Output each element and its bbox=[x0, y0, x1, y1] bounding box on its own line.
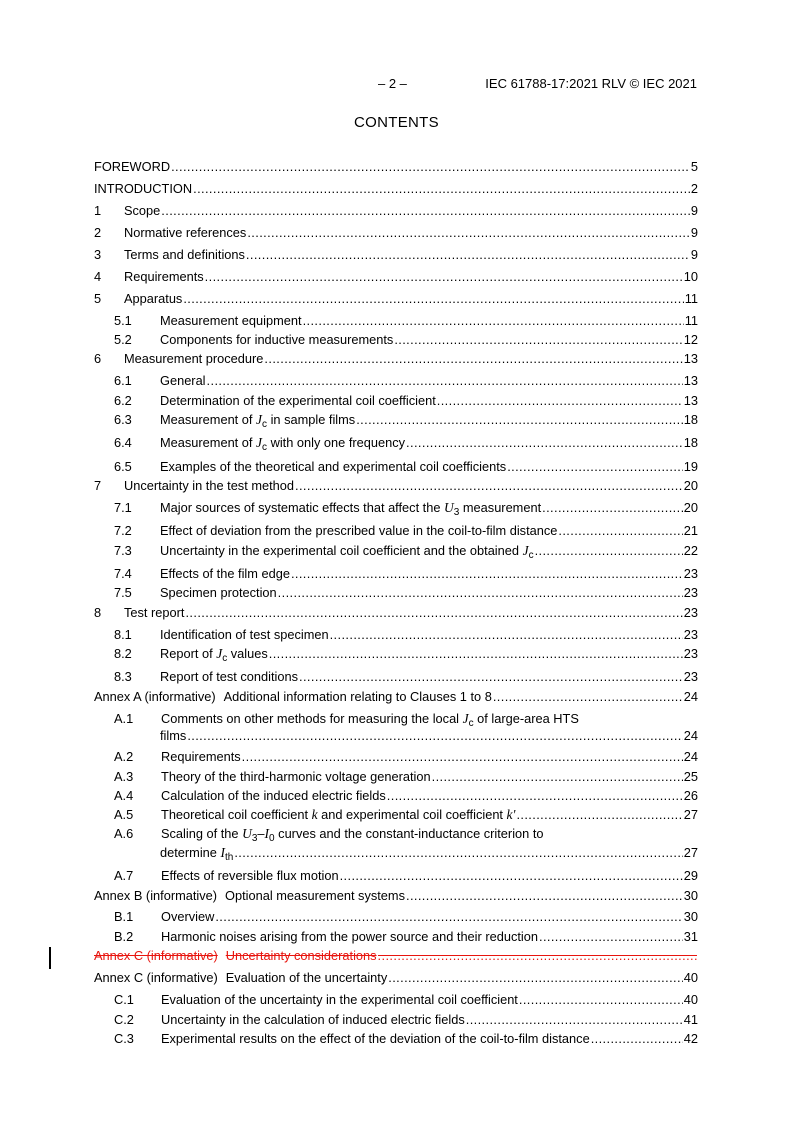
toc-entry-a-6[interactable]: A.6 Scaling of the $U_3-I_0$ curves and the constant-inductance criterion to determine $I_{th}$ ..... 27 bbox=[94, 826, 698, 861]
toc-entry-8[interactable]: 8 Test report ..... 23 bbox=[94, 605, 698, 620]
toc-entry-6-2[interactable]: 6.2 Determination of the experimental coil coefficient ..... 13 bbox=[94, 393, 698, 408]
toc-entry-7[interactable]: 7 Uncertainty in the test method ..... 20 bbox=[94, 478, 698, 493]
toc-entry-annex-c[interactable]: Annex C (informative) Evaluation of the uncertainty ..... 40 bbox=[94, 970, 698, 985]
toc-entry-7-3[interactable]: 7.3 Uncertainty in the experimental coil coefficient and the obtained $J_c$ ..... 22 bbox=[94, 543, 698, 559]
toc-entry-annex-c-deleted[interactable]: Annex C (informative) Uncertainty considerations ..... bbox=[94, 948, 698, 963]
toc-entry-a-3[interactable]: A.3 Theory of the third-harmonic voltage generation ..... 25 bbox=[94, 769, 698, 784]
toc-entry-5[interactable]: 5 Apparatus ..... 11 bbox=[94, 291, 698, 306]
change-bar bbox=[49, 947, 51, 969]
toc-entry-7-4[interactable]: 7.4 Effects of the film edge ..... 23 bbox=[94, 566, 698, 581]
toc-entry-7-2[interactable]: 7.2 Effect of deviation from the prescribed value in the coil-to-film distance ..... 21 bbox=[94, 523, 698, 538]
toc-entry-foreword[interactable]: FOREWORD ..... 5 bbox=[94, 159, 698, 174]
toc-entry-a-4[interactable]: A.4 Calculation of the induced electric fields ..... 26 bbox=[94, 788, 698, 803]
toc-entry-8-3[interactable]: 8.3 Report of test conditions ..... 23 bbox=[94, 669, 698, 684]
document-reference: IEC 61788-17:2021 RLV © IEC 2021 bbox=[485, 76, 697, 91]
toc-entry-a-5[interactable]: A.5 Theoretical coil coefficient k and experimental coil coefficient k' ..... 27 bbox=[94, 807, 698, 823]
page-header bbox=[0, 76, 793, 92]
toc-entry-8-1[interactable]: 8.1 Identification of test specimen ..... 23 bbox=[94, 627, 698, 642]
toc-entry-5-2[interactable]: 5.2 Components for inductive measurements ..... 12 bbox=[94, 332, 698, 347]
toc-entry-annex-b[interactable]: Annex B (informative) Optional measurement systems ..... 30 bbox=[94, 888, 698, 903]
toc-entry-8-2[interactable]: 8.2 Report of $J_c$ values ..... 23 bbox=[94, 646, 698, 662]
toc-entry-7-5[interactable]: 7.5 Specimen protection ..... 23 bbox=[94, 585, 698, 600]
toc-entry-6[interactable]: 6 Measurement procedure ..... 13 bbox=[94, 351, 698, 366]
page-number: – 2 – bbox=[378, 76, 407, 91]
toc-entry-6-4[interactable]: 6.4 Measurement of $J_c$ with only one frequency ..... 18 bbox=[94, 435, 698, 451]
toc-entry-5-1[interactable]: 5.1 Measurement equipment ..... 11 bbox=[94, 313, 698, 328]
toc-entry-c-3[interactable]: C.3 Experimental results on the effect of the deviation of the coil-to-film distance ..... 42 bbox=[94, 1031, 698, 1046]
toc-entry-b-2[interactable]: B.2 Harmonic noises arising from the power source and their reduction ..... 31 bbox=[94, 929, 698, 944]
toc-entry-a-2[interactable]: A.2 Requirements ..... 24 bbox=[94, 749, 698, 764]
toc-entry-3[interactable]: 3 Terms and definitions ..... 9 bbox=[94, 247, 698, 262]
toc-entry-introduction[interactable]: INTRODUCTION ..... 2 bbox=[94, 181, 698, 196]
toc-entry-a-1[interactable]: A.1 Comments on other methods for measuring the local $J_c$ of large-area HTS films ..... 24 bbox=[94, 711, 698, 743]
toc-entry-6-1[interactable]: 6.1 General ..... 13 bbox=[94, 373, 698, 388]
toc-entry-1[interactable]: 1 Scope ..... 9 bbox=[94, 203, 698, 218]
toc-entry-a-7[interactable]: A.7 Effects of reversible flux motion ..... 29 bbox=[94, 868, 698, 883]
toc-entry-b-1[interactable]: B.1 Overview ..... 30 bbox=[94, 909, 698, 924]
toc-entry-2[interactable]: 2 Normative references ..... 9 bbox=[94, 225, 698, 240]
toc-entry-annex-a[interactable]: Annex A (informative) Additional information relating to Clauses 1 to 8 ..... 24 bbox=[94, 689, 698, 704]
toc-entry-c-2[interactable]: C.2 Uncertainty in the calculation of induced electric fields ..... 41 bbox=[94, 1012, 698, 1027]
toc-entry-c-1[interactable]: C.1 Evaluation of the uncertainty in the experimental coil coefficient ..... 40 bbox=[94, 992, 698, 1007]
page-title: CONTENTS bbox=[354, 114, 439, 131]
toc-entry-4[interactable]: 4 Requirements ..... 10 bbox=[94, 269, 698, 284]
toc-entry-6-5[interactable]: 6.5 Examples of the theoretical and experimental coil coefficients ..... 19 bbox=[94, 459, 698, 474]
toc-entry-6-3[interactable]: 6.3 Measurement of $J_c$ in sample films ..... 18 bbox=[94, 412, 698, 428]
toc-entry-7-1[interactable]: 7.1 Major sources of systematic effects that affect the $U_3$ measurement ..... 20 bbox=[94, 500, 698, 516]
